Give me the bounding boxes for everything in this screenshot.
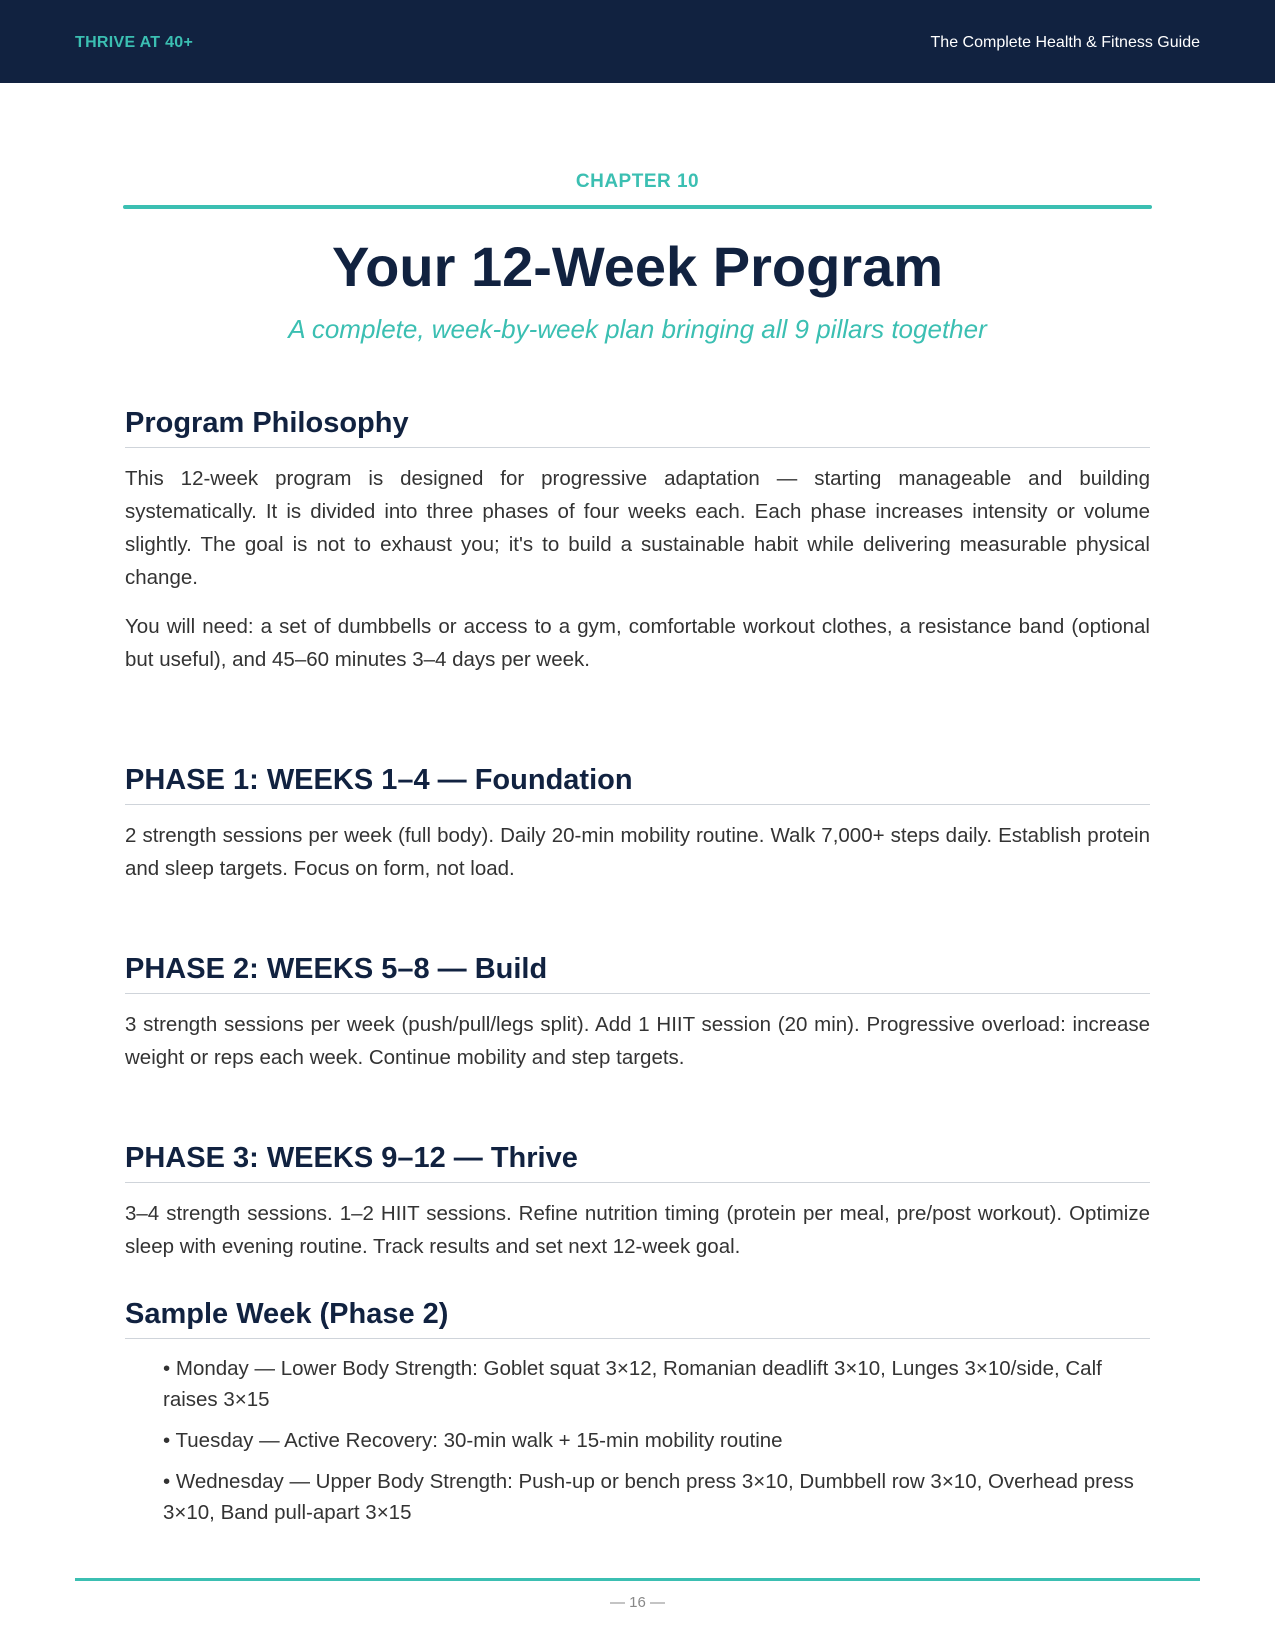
- section-program-philosophy: [125, 405, 1150, 676]
- section-heading: PHASE 1: WEEKS 1–4 — Foundation: [125, 762, 1150, 805]
- chapter-title: Your 12-Week Program: [331, 235, 944, 298]
- paragraph: 3 strength sessions per week (push/pull/legs split). Add 1 HIIT session (20 min). Progressive overload: increase weight or reps each week. Continue mobility and step targets.: [125, 1013, 1150, 1069]
- list-item: • Wednesday — Upper Body Strength: Push-up or bench press 3×10, Dumbbell row 3×10, Overhead press 3×10, Band pull-apart 3×15: [163, 1470, 1134, 1524]
- paragraph: This 12-week program is designed for progressive adaptation — starting manageable and building systematically. It is divided into three phases of four weeks each. Each phase increases intensity or volume slightly. The goal is not to exhaust you; it's to build a sustainable habit while delivering measurable physical change.: [125, 467, 1150, 589]
- top-header-bar: [0, 0, 1275, 83]
- section-phase-3: [125, 1140, 1150, 1263]
- paragraph: 2 strength sessions per week (full body). Daily 20-min mobility routine. Walk 7,000+ steps daily. Establish protein and sleep targets. Focus on form, not load.: [125, 824, 1150, 880]
- section-heading: Sample Week (Phase 2): [125, 1296, 1150, 1339]
- section-heading: PHASE 2: WEEKS 5–8 — Build: [125, 951, 1150, 994]
- chapter-divider: [123, 205, 1152, 209]
- chapter-subtitle: A complete, week-by-week plan bringing all 9 pillars together: [288, 314, 987, 344]
- footer-divider: [75, 1578, 1200, 1581]
- sample-week-list: [125, 1353, 1150, 1528]
- list-item: • Tuesday — Active Recovery: 30-min walk + 15-min mobility routine: [163, 1429, 783, 1452]
- chapter-label: CHAPTER 10: [575, 171, 700, 192]
- page-number: — 16 —: [609, 1594, 666, 1611]
- brand-name: THRIVE AT 40+: [75, 34, 194, 51]
- section-sample-week: [125, 1296, 1150, 1538]
- guide-title: The Complete Health & Fitness Guide: [930, 34, 1200, 51]
- list-item: • Monday — Lower Body Strength: Goblet squat 3×12, Romanian deadlift 3×10, Lunges 3×10/side, Calf raises 3×15: [163, 1357, 1102, 1411]
- section-phase-1: [125, 762, 1150, 885]
- section-heading: PHASE 3: WEEKS 9–12 — Thrive: [125, 1140, 1150, 1183]
- section-phase-2: [125, 951, 1150, 1074]
- section-heading: Program Philosophy: [125, 405, 1150, 448]
- paragraph: 3–4 strength sessions. 1–2 HIIT sessions. Refine nutrition timing (protein per meal, pre/post workout). Optimize sleep with evening routine. Track results and set next 12-week goal.: [125, 1202, 1150, 1258]
- paragraph: You will need: a set of dumbbells or access to a gym, comfortable workout clothes, a resistance band (optional but useful), and 45–60 minutes 3–4 days per week.: [125, 615, 1150, 671]
